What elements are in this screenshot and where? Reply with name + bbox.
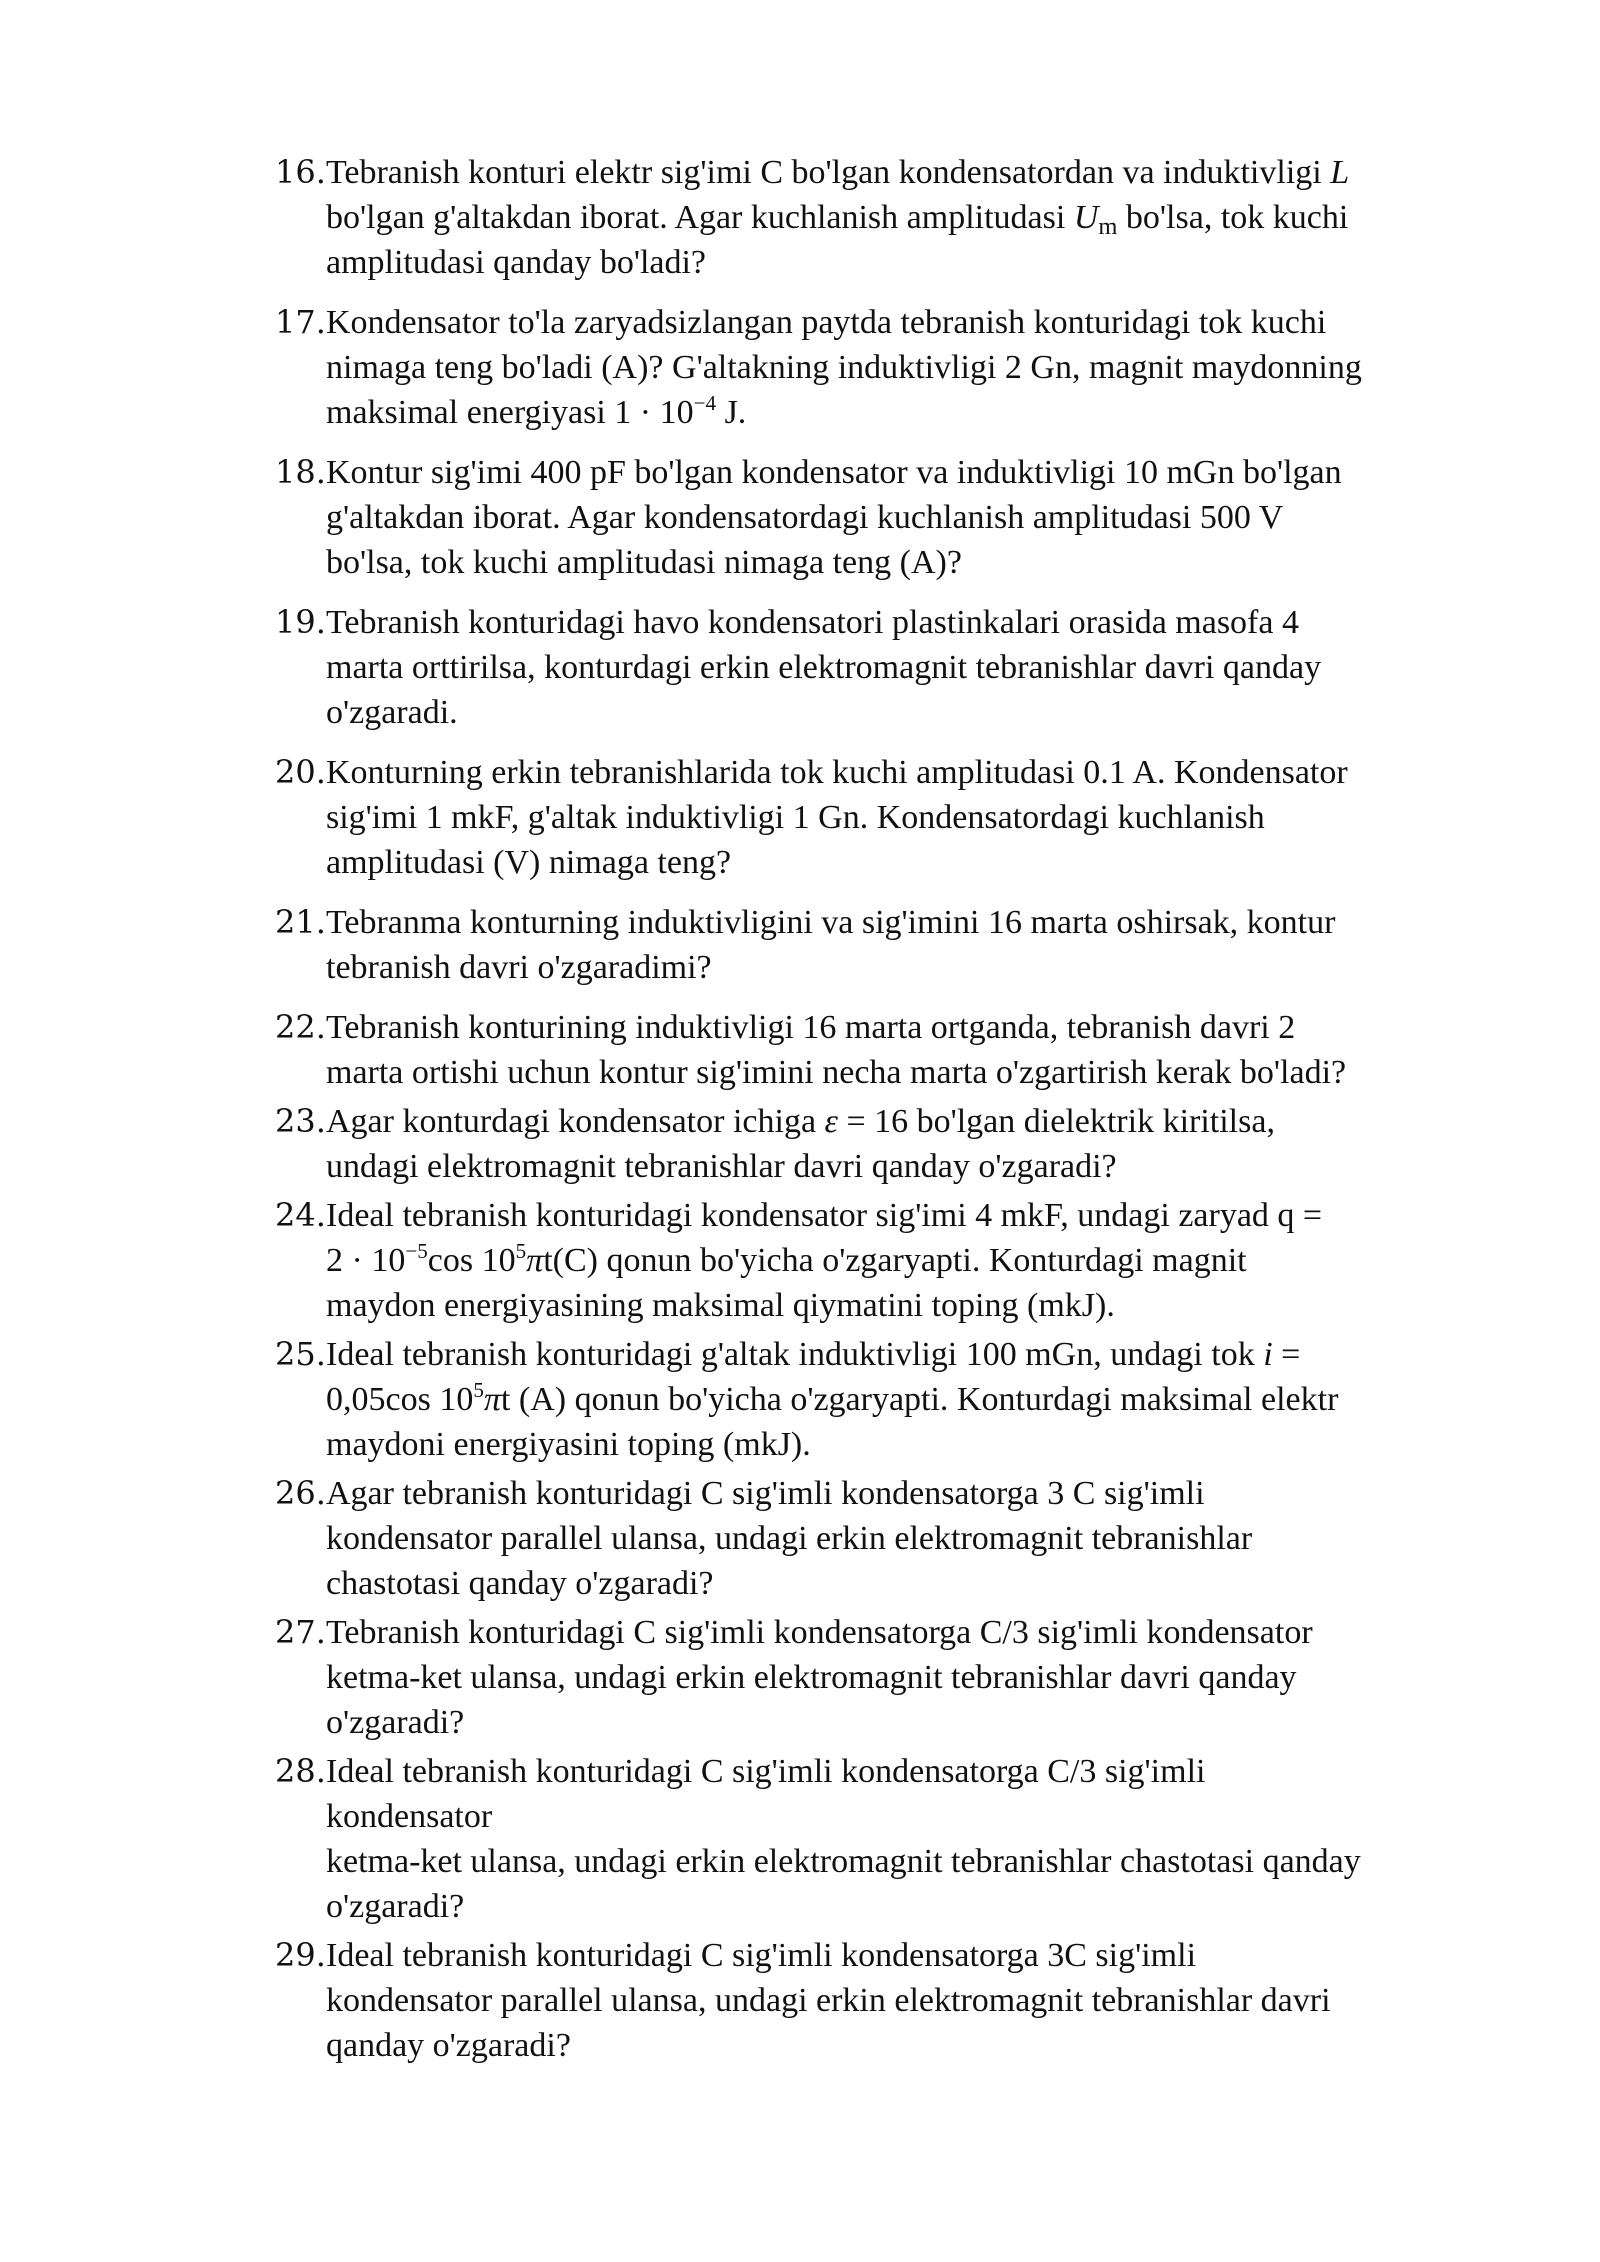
question-text-line (326, 300, 1495, 345)
text-segment: Tebranish konturining induktivligi 16 marta ortganda, tebranish davri 2 (326, 1009, 1296, 1046)
question-number: 18. (275, 453, 326, 491)
text-segment: Tebranish konturidagi havo kondensatori plastinkalari orasida masofa 4 (326, 604, 1299, 641)
math-symbol: L (1330, 154, 1350, 191)
question-text-line (326, 1283, 1495, 1328)
question-text-line (326, 150, 1495, 195)
question-text-line (326, 795, 1495, 840)
question-text-line (326, 1794, 1495, 1839)
question-text-line (326, 1050, 1495, 1095)
question-item (275, 1749, 1495, 1929)
text-segment: J. (716, 394, 747, 431)
question-number: 28. (275, 1752, 326, 1790)
question-number: 19. (275, 603, 326, 641)
text-segment: kondensator parallel ulansa, undagi erkin elektromagnit tebranishlar davri (326, 1982, 1331, 2019)
question-text-line (326, 600, 1495, 645)
text-segment: o'zgaradi? (326, 1888, 465, 1925)
question-number: 17. (275, 303, 326, 341)
question-text-line (326, 1099, 1495, 1144)
question-item (275, 1933, 1495, 2068)
question-list (275, 150, 1495, 2072)
text-segment: chastotasi qanday o'zgaradi? (326, 1565, 714, 1602)
question-text-line (326, 1193, 1495, 1238)
question-text-line (326, 240, 1495, 285)
text-segment: amplitudasi (V) nimaga teng? (326, 844, 732, 881)
question-text-line (326, 840, 1495, 885)
question-number: 26. (275, 1474, 326, 1512)
question-text-line (326, 540, 1495, 585)
text-segment: undagi elektromagnit tebranishlar davri qanday o'zgaradi? (326, 1148, 1117, 1185)
superscript: −4 (693, 390, 717, 415)
text-segment: Konturning erkin tebranishlarida tok kuchi amplitudasi 0.1 A. Kondensator (326, 754, 1348, 791)
text-segment: maydoni energiyasini toping (mkJ). (326, 1426, 811, 1463)
text-segment: Tebranish konturidagi C sig'imli kondensatorga C/3 sig'imli kondensator (326, 1614, 1313, 1651)
question-text-line (326, 1884, 1495, 1929)
text-segment: Kontur sig'imi 400 pF bo'lgan kondensator va induktivligi 10 mGn bo'lgan (326, 454, 1342, 491)
question-text-line (326, 1561, 1495, 1606)
text-segment: Kondensator to'la zaryadsizlangan paytda tebranish konturidagi tok kuchi (326, 304, 1327, 341)
text-segment: bo'lgan g'altakdan iborat. Agar kuchlanish amplitudasi (326, 199, 1074, 236)
text-segment: Tebranish konturi elektr sig'imi C bo'lgan kondensatordan va induktivligi (326, 154, 1331, 191)
question-text-line (326, 390, 1495, 435)
question-text-line (326, 495, 1495, 540)
text-segment: Ideal tebranish konturidagi g'altak induktivligi 100 mGn, undagi tok (326, 1336, 1264, 1373)
text-segment: bo'lsa, tok kuchi amplitudasi nimaga teng (A)? (326, 544, 962, 581)
text-segment: g'altakdan iborat. Agar kondensatordagi kuchlanish amplitudasi 500 V (326, 499, 1284, 536)
text-segment: o'zgaradi? (326, 1704, 465, 1741)
text-segment: amplitudasi qanday bo'ladi? (326, 244, 707, 281)
text-segment: = 16 bo'lgan dielektrik kiritilsa, (837, 1103, 1275, 1140)
math-symbol: ε (824, 1103, 838, 1140)
text-segment: ketma-ket ulansa, undagi erkin elektromagnit tebranishlar chastotasi qanday (326, 1843, 1361, 1880)
math-symbol: π (526, 1242, 544, 1279)
question-text-line (326, 900, 1495, 945)
question-text-line (326, 195, 1495, 240)
question-item (275, 1005, 1495, 1095)
text-segment: Ideal tebranish konturidagi kondensator sig'imi 4 mkF, undagi zaryad q = (326, 1197, 1323, 1234)
question-text-line (326, 1332, 1495, 1377)
text-segment: 2 · 10 (326, 1242, 406, 1279)
question-text-line (326, 750, 1495, 795)
text-segment: Agar konturdagi kondensator ichiga (326, 1103, 825, 1140)
question-text-line (326, 1610, 1495, 1655)
question-text-line (326, 1005, 1495, 1050)
text-segment: cos 10 (427, 1242, 516, 1279)
question-text-line (326, 1377, 1495, 1422)
question-number: 24. (275, 1196, 326, 1234)
math-symbol: U (1073, 199, 1099, 236)
text-segment: tebranish davri o'zgaradimi? (326, 949, 712, 986)
question-text-line (326, 1839, 1495, 1884)
text-segment: marta ortishi uchun kontur sig'imini necha marta o'zgartirish kerak bo'ladi? (326, 1054, 1347, 1091)
question-number: 23. (275, 1102, 326, 1140)
text-segment: sig'imi 1 mkF, g'altak induktivligi 1 Gn. Kondensatordagi kuchlanish (326, 799, 1265, 836)
question-item (275, 750, 1495, 885)
text-segment: o'zgaradi. (326, 694, 458, 731)
question-text-line (326, 645, 1495, 690)
question-item (275, 450, 1495, 585)
text-segment: = (1272, 1336, 1301, 1373)
text-segment: 0,05cos 10 (326, 1381, 474, 1418)
question-item (275, 1332, 1495, 1467)
superscript: −5 (405, 1238, 428, 1263)
question-text-line (326, 1471, 1495, 1516)
question-item (275, 1099, 1495, 1189)
question-number: 21. (275, 903, 326, 941)
question-text-line (326, 1978, 1495, 2023)
question-number: 27. (275, 1613, 326, 1651)
text-segment: kondensator parallel ulansa, undagi erkin elektromagnit tebranishlar (326, 1520, 1253, 1557)
question-text-line (326, 1516, 1495, 1561)
text-segment: Ideal tebranish konturidagi C sig'imli kondensatorga C/3 sig'imli (326, 1753, 1206, 1790)
text-segment: nimaga teng bo'ladi (A)? G'altakning induktivligi 2 Gn, magnit maydonning (326, 349, 1362, 386)
question-text-line (326, 1238, 1495, 1283)
question-item (275, 1610, 1495, 1745)
question-number: 25. (275, 1335, 326, 1373)
text-segment: Ideal tebranish konturidagi C sig'imli kondensatorga 3C sig'imli (326, 1937, 1197, 1974)
question-number: 20. (275, 753, 326, 791)
subscript: m (1098, 213, 1118, 241)
superscript: 5 (515, 1238, 527, 1263)
question-text-line (326, 1144, 1495, 1189)
text-segment: marta orttirilsa, konturdagi erkin elektromagnit tebranishlar davri qanday (326, 649, 1322, 686)
text-segment: bo'lsa, tok kuchi (1117, 199, 1349, 236)
question-item (275, 150, 1495, 285)
question-text-line (326, 345, 1495, 390)
math-symbol: i (1263, 1336, 1273, 1373)
question-text-line (326, 945, 1495, 990)
question-item (275, 900, 1495, 990)
text-segment: qanday o'zgaradi? (326, 2027, 571, 2064)
question-item (275, 600, 1495, 735)
text-segment: t(C) qonun bo'yicha o'zgaryapti. Konturdagi magnit (543, 1242, 1247, 1279)
question-number: 22. (275, 1008, 326, 1046)
question-item (275, 1193, 1495, 1328)
text-segment: Tebranma konturning induktivligini va sig'imini 16 marta oshirsak, kontur (326, 904, 1336, 941)
question-text-line (326, 1749, 1495, 1794)
question-text-line (326, 1700, 1495, 1745)
text-segment: maydon energiyasining maksimal qiymatini toping (mkJ). (326, 1287, 1115, 1324)
question-number: 16. (275, 153, 326, 191)
text-segment: maksimal energiyasi 1 · 10 (326, 394, 694, 431)
question-text-line (326, 2023, 1495, 2068)
question-item (275, 1471, 1495, 1606)
question-text-line (326, 1655, 1495, 1700)
text-segment: Agar tebranish konturidagi C sig'imli kondensatorga 3 C sig'imli (326, 1475, 1205, 1512)
math-symbol: π (483, 1381, 501, 1418)
question-text-line (326, 450, 1495, 495)
question-text-line (326, 1422, 1495, 1467)
question-text-line (326, 1933, 1495, 1978)
superscript: 5 (473, 1377, 484, 1402)
question-number: 29. (275, 1936, 326, 1974)
text-segment: kondensator (326, 1798, 493, 1835)
text-segment: t (A) qonun bo'yicha o'zgaryapti. Konturdagi maksimal elektr (500, 1381, 1339, 1418)
text-segment: ketma-ket ulansa, undagi erkin elektromagnit tebranishlar davri qanday (326, 1659, 1297, 1696)
question-item (275, 300, 1495, 435)
question-text-line (326, 690, 1495, 735)
